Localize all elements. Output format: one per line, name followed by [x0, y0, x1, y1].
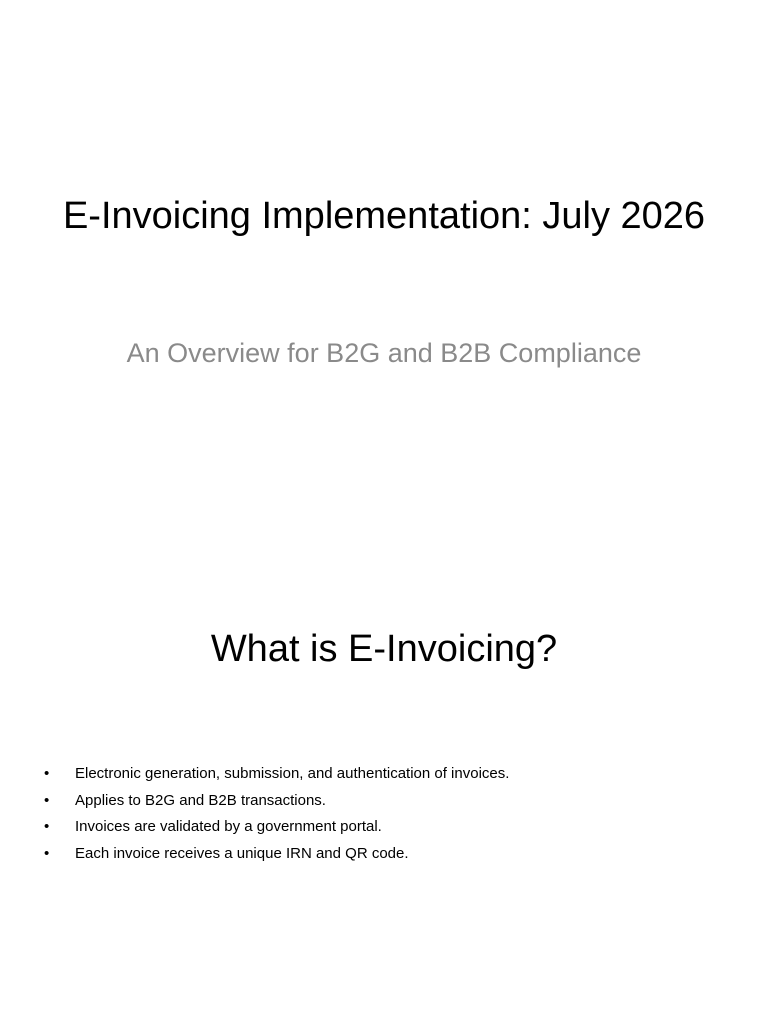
bullet-text: Electronic generation, submission, and authentication of invoices. — [75, 765, 510, 782]
bullet-icon: • — [44, 818, 50, 835]
content-slide — [0, 576, 768, 1024]
bullet-icon: • — [44, 844, 50, 862]
bullet-item — [44, 761, 724, 788]
bullet-text: Each invoice receives a unique IRN and QR code. — [75, 844, 409, 862]
bullet-text: Invoices are validated by a government portal. — [75, 818, 382, 835]
bullet-text: Applies to B2G and B2B transactions. — [75, 791, 326, 809]
slide-subtitle: An Overview for B2G and B2B Compliance — [126, 338, 642, 368]
bullet-item — [44, 841, 724, 868]
bullet-icon: • — [44, 765, 50, 782]
bullet-item — [44, 814, 724, 841]
slide-title: E-Invoicing Implementation: July 2026 — [62, 195, 706, 237]
bullet-icon: • — [44, 791, 50, 809]
bullet-item — [44, 788, 724, 815]
bullet-list — [44, 761, 724, 867]
slide-title: What is E-Invoicing? — [210, 628, 558, 670]
